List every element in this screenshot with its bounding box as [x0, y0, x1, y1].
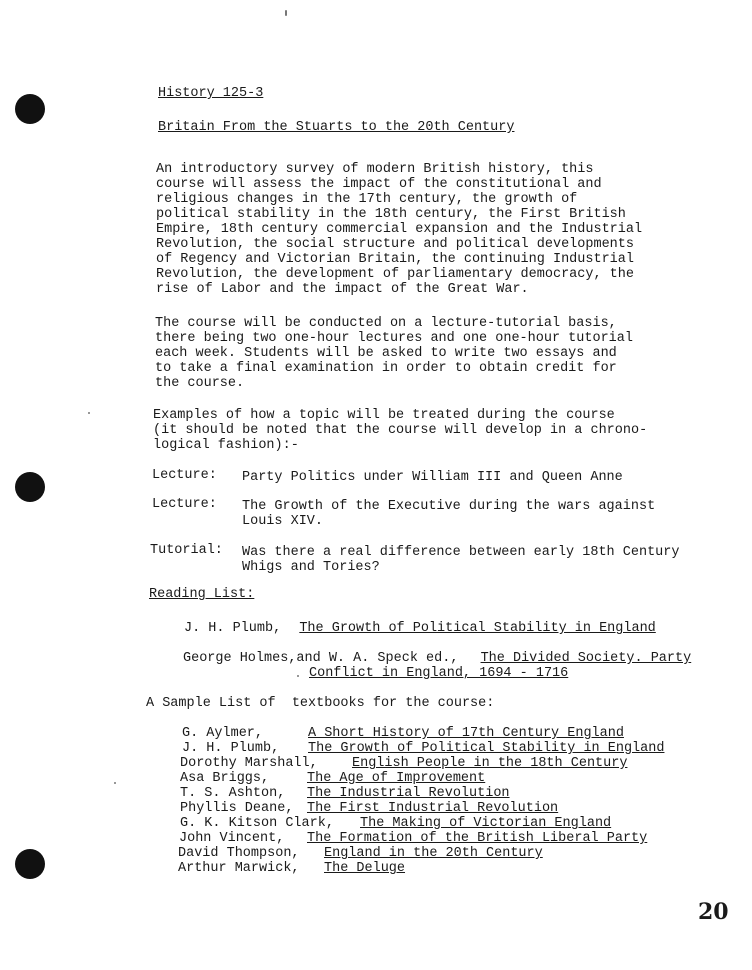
session-topic	[242, 499, 655, 529]
book-title: English People in the 18th Century	[352, 756, 628, 771]
textbook-item	[182, 726, 624, 741]
text-line: rise of Labor and the impact of the Great War.	[156, 282, 529, 297]
scan-speck	[297, 675, 299, 677]
book-author: Arthur Marwick,	[178, 861, 300, 876]
textbook-item	[180, 801, 558, 816]
textbook-item	[178, 861, 405, 876]
text-line: Was there a real difference between early 18th Century	[242, 545, 680, 560]
reading-list-item	[183, 651, 691, 666]
book-author: T. S. Ashton,	[180, 786, 286, 801]
book-title: England in the 20th Century	[324, 846, 543, 861]
reading-list-item	[184, 621, 656, 636]
course-description	[156, 162, 716, 297]
book-author: Dorothy Marshall,	[180, 756, 318, 771]
session-topic: Party Politics under William III and Queen Anne	[242, 470, 623, 485]
textbook-item	[179, 831, 647, 846]
text-line: of Regency and Victorian Britain, the continuing Industrial	[156, 252, 634, 267]
text-line: the course.	[155, 376, 245, 391]
book-author: J. H. Plumb,	[182, 741, 280, 756]
session-label: Lecture:	[152, 497, 217, 512]
book-author: G. K. Kitson Clark,	[180, 816, 334, 831]
book-title: The Industrial Revolution	[307, 786, 510, 801]
binder-hole-top	[15, 94, 45, 124]
book-title: The Making of Victorian England	[360, 816, 612, 831]
book-title: The First Industrial Revolution	[307, 801, 559, 816]
textbook-item	[180, 756, 627, 771]
textbook-item	[180, 816, 611, 831]
textbook-item	[182, 741, 664, 756]
text-line: Examples of how a topic will be treated during the course	[153, 408, 615, 423]
scan-speck	[88, 412, 90, 414]
book-title: The Growth of Political Stability in England	[299, 621, 656, 636]
text-line: to take a final examination in order to obtain credit for	[155, 361, 617, 376]
book-author: G. Aylmer,	[182, 726, 264, 741]
reading-list-heading: Reading List:	[149, 587, 255, 602]
book-author: J. H. Plumb,	[184, 621, 282, 636]
text-line: course will assess the impact of the constitutional and	[156, 177, 602, 192]
book-author: Phyllis Deane,	[180, 801, 294, 816]
scan-speck	[114, 782, 116, 784]
binder-hole-middle	[15, 472, 45, 502]
text-line: political stability in the 18th century, the First British	[156, 207, 626, 222]
text-line: Revolution, the social structure and political developments	[156, 237, 634, 252]
text-line: Louis XIV.	[242, 514, 324, 529]
examples-intro	[153, 408, 713, 453]
text-line: The course will be conducted on a lecture-tutorial basis,	[155, 316, 617, 331]
text-line: there being two one-hour lectures and one one-hour tutorial	[155, 331, 633, 346]
book-title: A Short History of 17th Century England	[308, 726, 624, 741]
page-number: 20	[698, 899, 729, 925]
session-topic	[242, 545, 679, 575]
book-title: The Deluge	[324, 861, 406, 876]
course-code: History 125-3	[158, 86, 264, 101]
book-title: The Formation of the British Liberal Party	[307, 831, 648, 846]
text-line: The Growth of the Executive during the wars against	[242, 499, 656, 514]
text-line: each week. Students will be asked to write two essays and	[155, 346, 617, 361]
book-title: The Age of Improvement	[307, 771, 486, 786]
text-line: logical fashion):-	[153, 438, 299, 453]
book-author: Asa Briggs,	[180, 771, 270, 786]
course-title: Britain From the Stuarts to the 20th Century	[158, 120, 515, 135]
textbook-item	[180, 771, 485, 786]
text-line: An introductory survey of modern British history, this	[156, 162, 594, 177]
book-title-continued: Conflict in England, 1694 - 1716	[309, 666, 569, 681]
text-line: religious changes in the 17th century, the growth of	[156, 192, 578, 207]
text-line: (it should be noted that the course will develop in a chrono-	[153, 423, 648, 438]
text-line: Revolution, the development of parliamentary democracy, the	[156, 267, 634, 282]
text-line: Whigs and Tories?	[242, 560, 380, 575]
book-author: John Vincent,	[179, 831, 285, 846]
course-method	[155, 316, 715, 391]
scan-speck	[285, 10, 287, 16]
book-author: David Thompson,	[178, 846, 300, 861]
sample-list-intro: A Sample List of textbooks for the course:	[146, 696, 495, 711]
session-label: Tutorial:	[150, 543, 223, 558]
textbook-item	[178, 846, 543, 861]
book-author: George Holmes,and W. A. Speck ed.,	[183, 651, 459, 666]
textbook-item	[180, 786, 510, 801]
binder-hole-bottom	[15, 849, 45, 879]
session-label: Lecture:	[152, 468, 217, 483]
book-title: The Divided Society. Party	[480, 651, 692, 666]
book-title: The Growth of Political Stability in England	[308, 741, 665, 756]
text-line: Empire, 18th century commercial expansion and the Industrial	[156, 222, 643, 237]
